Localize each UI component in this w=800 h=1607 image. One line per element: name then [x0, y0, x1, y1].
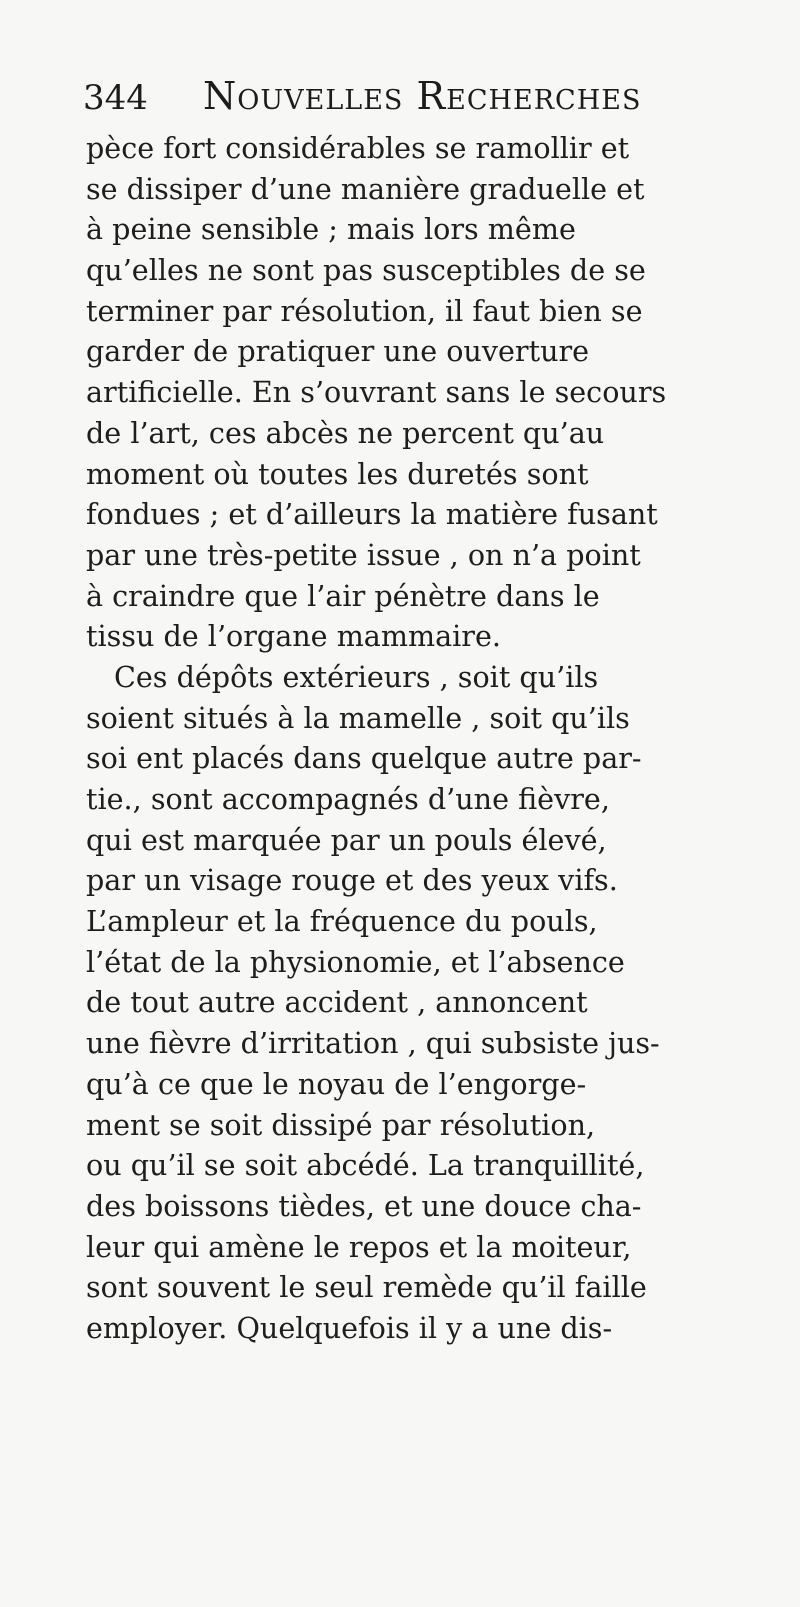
text-line: de tout autre accident , annoncent	[86, 985, 588, 1020]
text-line: garder de pratiquer une ouverture	[86, 334, 590, 369]
text-line: l’état de la physionomie, et l’absence	[86, 944, 625, 979]
text-line: ment se soit dissipé par résolution,	[86, 1107, 596, 1142]
text-line: employer. Quelquefois il y a une dis-	[86, 1310, 613, 1345]
text-line: tissu de l’organe mammaire.	[86, 619, 501, 654]
text-line: à peine sensible ; mais lors même	[86, 212, 576, 247]
page-number: 344	[83, 78, 148, 118]
text-line: terminer par résolution, il faut bien se	[86, 293, 643, 328]
text-line: qu’elles ne sont pas susceptibles de se	[86, 253, 646, 288]
running-title: Nouvelles Recherches	[203, 74, 642, 118]
text-line: une fièvre d’irritation , qui subsiste jus-	[86, 1026, 660, 1061]
text-line: qu’à ce que le noyau de l’engorge-	[86, 1066, 587, 1101]
text-line: artificielle. En s’ouvrant sans le secours	[86, 375, 667, 410]
text-line: pèce fort considérables se ramollir et	[86, 131, 630, 165]
text-line: par une très-petite issue , on n’a point	[86, 537, 641, 572]
text-line: fondues ; et d’ailleurs la matière fusant	[86, 497, 658, 532]
text-line: se dissiper d’une manière graduelle et	[86, 171, 645, 206]
page-header	[83, 70, 723, 120]
text-line: par un visage rouge et des yeux vifs.	[86, 863, 618, 898]
paragraph-start-line: Ces dépôts extérieurs , soit qu’ils	[114, 659, 599, 694]
text-line: des boissons tièdes, et une douce cha-	[86, 1188, 642, 1223]
text-line: tie., sont accompagnés d’une fièvre,	[86, 782, 610, 816]
text-line: de l’art, ces abcès ne percent qu’au	[86, 415, 605, 450]
text-line: à craindre que l’air pénètre dans le	[86, 578, 600, 613]
text-line: soient situés à la mamelle , soit qu’ils	[86, 700, 630, 735]
text-line: sont souvent le seul remède qu’il faille	[86, 1270, 647, 1305]
text-line: qui est marquée par un pouls élevé,	[86, 822, 607, 857]
text-line: soi ent placés dans quelque autre par-	[86, 741, 642, 776]
body-text	[86, 128, 776, 1349]
text-line: leur qui amène le repos et la moiteur,	[86, 1229, 632, 1264]
text-line: moment où toutes les duretés sont	[86, 456, 589, 491]
text-line: ou qu’il se soit abcédé. La tranquillité,	[86, 1148, 645, 1183]
text-line: L’ampleur et la fréquence du pouls,	[86, 904, 598, 939]
